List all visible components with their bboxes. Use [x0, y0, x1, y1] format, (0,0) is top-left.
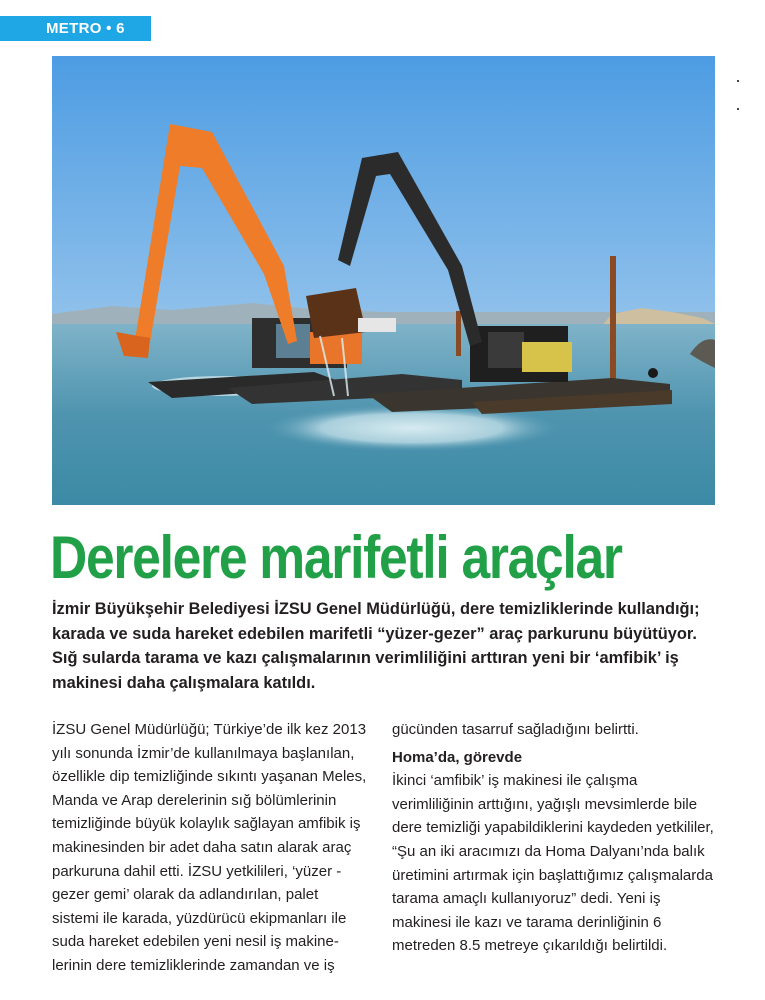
lead-paragraph: İzmir Büyükşehir Belediyesi İZSU Genel Müdürlüğü, dere temizliklerinde kullandığı; karada ve suda hareket edebilen marifetli “yüzer-gezer” araç parkurunu büyütüyor. Sığ sularda tarama ve kazı çalışmalarının verimliliğini arttıran yeni bir ‘amfibik’ iş makinesi daha çalışmalara katıldı. [52, 600, 700, 692]
margin-dot [737, 80, 739, 82]
subheading: Homa’da, görevde [392, 748, 523, 766]
body-paragraph: İkinci ‘amfibik’ iş makinesi ile çalışma verimliliğinin arttığını, yağışlı mevsimlerde bile dere temizliği yapabildiklerini kaydeden yetkililer, “Şu an iki aracımızı da Homa Dalyanı’nda balık üretimini artırmak için başlattığımız çalışmalarda tarama amaçlı kullanıyoruz” dedi. Yeni iş makinesi ile kazı ve tarama derinliğinin 6 metreden 8.5 metreye çıkarıldığı belirtildi. [392, 772, 714, 955]
body-column-2 [392, 718, 722, 958]
body-paragraph-continuation: gücünden tasarruf sağladığını belirtti. [392, 721, 639, 738]
headline: Derelere marifetli araçlar [50, 524, 622, 591]
amphibious-excavators-photo [52, 56, 715, 505]
body-column-1 [52, 718, 367, 978]
margin-dot [737, 108, 739, 110]
body-paragraph: İZSU Genel Müdürlüğü; Türkiye’de ilk kez 2013 yılı sonunda İzmir’de kullanılmaya başlanılan, özellikle dip temizliğinde sıkıntı yaşanan Meles, Manda ve Arap derelerinin sığ bölümlerinin temizliğinde büyük kolaylık sağlayan amfibik iş makinesinden bir adet daha satın alarak araç parkuruna dahil etti. İZSU yetkilileri, ‘yüzer - gezer gemi’ olarak da adlandırılan, palet sistemi ile karada, yüzdürücü ekipmanları ile suda hareket edebilen yeni nesil iş makine-lerinin dere temizliklerinde zamandan ve iş [52, 721, 367, 974]
section-tag: METRO • 6 [0, 16, 151, 41]
